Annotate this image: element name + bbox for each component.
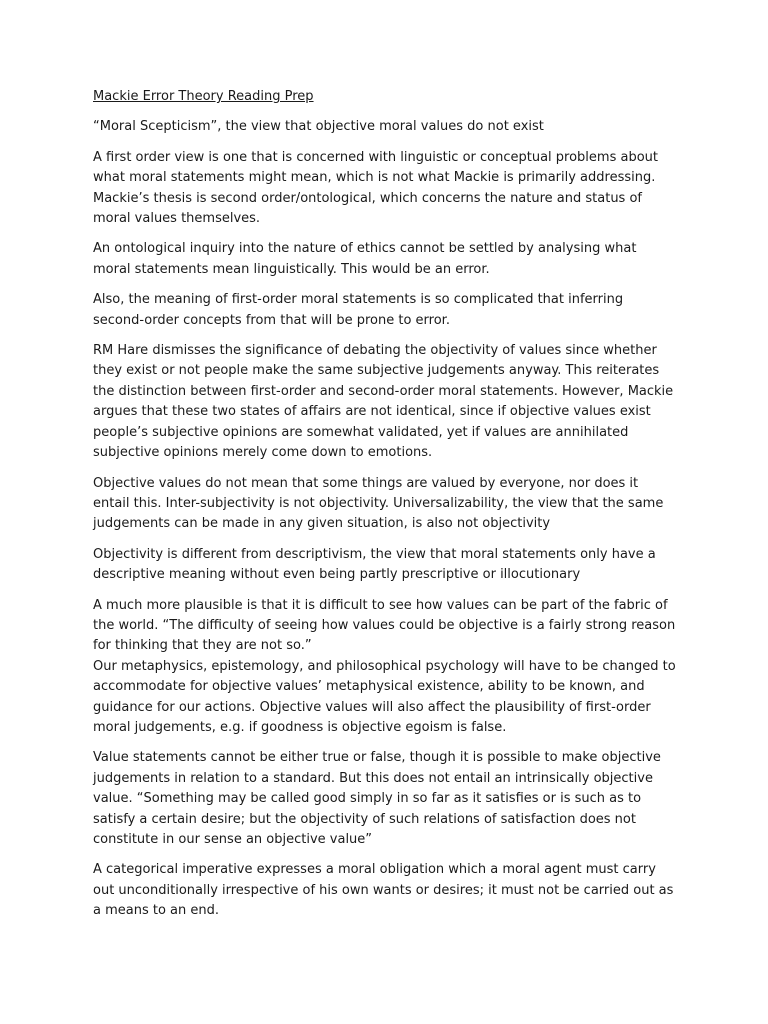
- paragraph-objective-values: Objective values do not mean that some things are valued by everyone, nor does it entail this. Inter-subjectivity is not objectivity. Universalizability, the view that the same judgements can be made in any given situation, is also not objectivity: [93, 475, 664, 532]
- document-body: [93, 87, 677, 932]
- paragraph-first-order-meaning: Also, the meaning of first-order moral statements is so complicated that inferring second-order concepts from that will be prone to error.: [93, 292, 624, 328]
- paragraph-first-order-view: A first order view is one that is concerned with linguistic or conceptual problems about what moral statements might mean, which is not what Mackie is primarily addressing. Mackie’s thesis is second order/ontological, which concerns the nature and status of moral values themselves.: [93, 149, 658, 227]
- paragraph-categorical-imperative: A categorical imperative expresses a moral obligation which a moral agent must carry out unconditionally irrespective of his own wants or desires; it must not be carried out as a means to an end.: [93, 862, 674, 919]
- paragraph-moral-scepticism: “Moral Scepticism”, the view that objective moral values do not exist: [93, 119, 544, 135]
- document-title: Mackie Error Theory Reading Prep: [93, 89, 314, 104]
- paragraph-fabric-of-world: A much more plausible is that it is difficult to see how values can be part of the fabric of the world. “The difficulty of seeing how values could be objective is a fairly strong reason for thinking that they are not so.”: [93, 597, 676, 654]
- paragraph-value-statements: Value statements cannot be either true or false, though it is possible to make objective judgements in relation to a standard. But this does not entail an intrinsically objective value. “Something may be called good simply in so far as it satisfies or is such as to satisfy a certain desire; but the objectivity of such relations of satisfaction does not constitute in our sense an objective value”: [93, 750, 661, 847]
- paragraph-metaphysics: Our metaphysics, epistemology, and philosophical psychology will have to be changed to accommodate for objective values’ metaphysical existence, ability to be known, and guidance for our actions. Objective values will also affect the plausibility of first-order moral judgements, e.g. if goodness is objective egoism is false.: [93, 658, 676, 735]
- paragraph-descriptivism: Objectivity is different from descriptivism, the view that moral statements only have a descriptive meaning without even being partly prescriptive or illocutionary: [93, 546, 656, 583]
- paragraph-ontological-inquiry: An ontological inquiry into the nature of ethics cannot be settled by analysing what moral statements mean linguistically. This would be an error.: [93, 241, 637, 277]
- paragraph-rm-hare: RM Hare dismisses the significance of debating the objectivity of values since whether they exist or not people make the same subjective judgements anyway. This reiterates the distinction between first-order and second-order moral statements. However, Mackie argues that these two states of affairs are not identical, since if objective values exist people’s subjective opinions are somewhat validated, yet if values are annihilated subjective opinions merely come down to emotions.: [93, 343, 674, 461]
